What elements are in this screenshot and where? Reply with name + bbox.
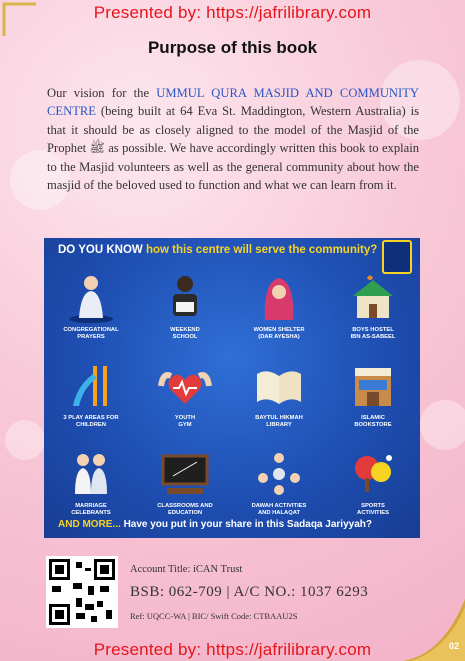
- service-item: [138, 360, 232, 429]
- service-label: [138, 503, 232, 517]
- service-label: [326, 503, 420, 517]
- service-label-line2: SCHOOL: [172, 334, 198, 340]
- mosque-badge-icon: [382, 240, 412, 274]
- service-label: [232, 503, 326, 517]
- service-label-line2: BOOKSTORE: [354, 422, 392, 428]
- poster-headline: [58, 244, 377, 256]
- service-label: [138, 415, 232, 429]
- bookstore-icon: [345, 360, 401, 412]
- service-item: [44, 448, 138, 517]
- service-label-line2: CHILDREN: [76, 422, 106, 428]
- page-title: Purpose of this book: [147, 38, 318, 57]
- open-book-icon: [251, 360, 307, 412]
- service-item: [44, 272, 138, 341]
- account-title: Account Title: iCAN Trust: [130, 564, 243, 575]
- ping-pong-icon: [345, 448, 401, 500]
- poster-footer: [58, 519, 372, 530]
- service-label-line1: BOYS HOSTEL: [352, 327, 394, 333]
- hostel-house-icon: [345, 272, 401, 324]
- service-label-line2: IBN AS-SABEEL: [350, 334, 396, 340]
- service-label-line2: AND HALAQAT: [257, 510, 301, 516]
- service-label: [232, 415, 326, 429]
- service-label-line1: CONGREGATIONAL: [63, 327, 119, 333]
- service-label: [138, 327, 232, 341]
- service-label-line2: GYM: [178, 422, 192, 428]
- service-item: [232, 360, 326, 429]
- service-label: [44, 327, 138, 341]
- service-item: [138, 272, 232, 341]
- playground-slide-icon: [63, 360, 119, 412]
- poster-footer-question: Have you put in your share in this Sadaqa Jariyyah?: [123, 519, 372, 530]
- service-label-line2: ACTIVITIES: [357, 510, 389, 516]
- service-label-line1: YOUTH: [174, 415, 196, 421]
- service-label-line1: WOMEN SHELTER: [253, 327, 305, 333]
- service-label-line2: LIBRARY: [266, 422, 292, 428]
- centre-name: UMMUL QURA MASJID AND COMMUNITY CENTRE: [47, 86, 419, 119]
- service-label-line2: CELEBRANTS: [71, 510, 111, 516]
- intro-paragraph: [47, 84, 419, 194]
- bank-reference: Ref: UQCC-WA | BIC/ Swift Code: CTBAAU2S: [130, 611, 298, 621]
- service-item: [44, 360, 138, 429]
- intro-text: Our vision for the: [47, 86, 157, 100]
- service-label-line1: MARRIAGE: [75, 503, 107, 509]
- service-label-line1: BAYTUL HIKMAH: [255, 415, 303, 421]
- bokeh-decoration: [420, 400, 465, 450]
- bsb-account-number: BSB: 062-709 | A/C NO.: 1037 6293: [130, 584, 369, 600]
- service-label: [326, 327, 420, 341]
- poster-headline-accent: how this centre will serve the community?: [145, 244, 378, 256]
- page-number: 02: [448, 641, 459, 651]
- service-label: [44, 503, 138, 517]
- muscle-heart-icon: [157, 360, 213, 412]
- service-label-line1: DAWAH ACTIVITIES: [251, 503, 307, 509]
- watermark-bottom[interactable]: Presented by: https://jafrilibrary.com: [93, 640, 372, 659]
- service-label-line2: (DAR AYESHA): [258, 334, 300, 340]
- classroom-board-icon: [157, 448, 213, 500]
- watermark-top[interactable]: Presented by: https://jafrilibrary.com: [93, 3, 372, 22]
- service-label-line1: ISLAMIC: [361, 415, 385, 421]
- service-label-line1: 3 PLAY AREAS FOR: [63, 415, 119, 421]
- intro-rest: (being built at 64 Eva St. Maddington, Western Australia) is that it should be as closely aligned to the model of the Masjid of the Prophet ﷺ as possible. We have accordingly written this book to explain to the Masjid volunteers as well as the general community about how the masjid of the beloved used to function and what we can learn from it.: [47, 104, 420, 193]
- couple-icon: [63, 448, 119, 500]
- service-label-line1: CLASSROOMS AND: [157, 503, 213, 509]
- service-label: [44, 415, 138, 429]
- service-label-line2: PRAYERS: [77, 334, 105, 340]
- service-label: [232, 327, 326, 341]
- service-label-line1: WEEKEND: [170, 327, 200, 333]
- praying-person-icon: [63, 272, 119, 324]
- service-label-line1: SPORTS: [361, 503, 385, 509]
- service-item: [232, 448, 326, 517]
- service-item: [138, 448, 232, 517]
- hijab-woman-icon: [251, 272, 307, 324]
- group-circle-icon: [251, 448, 307, 500]
- community-poster: [44, 238, 420, 538]
- service-item: [232, 272, 326, 341]
- qr-code-icon[interactable]: [46, 556, 118, 628]
- service-label-line2: EDUCATION: [167, 510, 203, 516]
- service-item: [326, 448, 420, 517]
- service-label: [326, 415, 420, 429]
- bokeh-decoration: [5, 420, 45, 460]
- bank-details: [44, 550, 420, 632]
- service-item: [326, 272, 420, 341]
- service-item: [326, 360, 420, 429]
- poster-footer-prefix: AND MORE...: [58, 519, 121, 530]
- reading-child-icon: [157, 272, 213, 324]
- poster-headline-prefix: DO YOU KNOW: [58, 244, 143, 256]
